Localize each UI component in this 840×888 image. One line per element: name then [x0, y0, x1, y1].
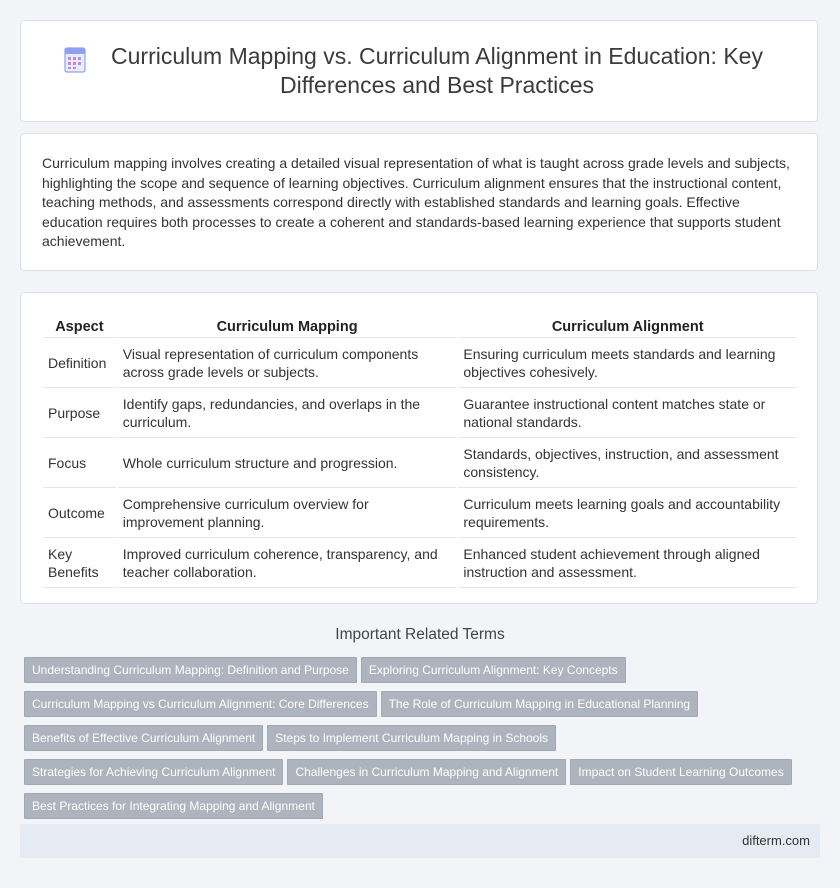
- row-aspect: Outcome: [43, 490, 116, 538]
- page-title: Curriculum Mapping vs. Curriculum Alignment in Education: Key Differences and Best Practices: [111, 43, 763, 98]
- row-alignment: Standards, objectives, instruction, and assessment consistency.: [458, 440, 797, 488]
- related-term-link[interactable]: Understanding Curriculum Mapping: Definition and Purpose: [24, 657, 357, 683]
- row-alignment: Curriculum meets learning goals and accountability requirements.: [458, 490, 797, 538]
- table-row: [43, 340, 797, 388]
- table-row: [43, 540, 797, 588]
- related-term-link[interactable]: Benefits of Effective Curriculum Alignment: [24, 725, 263, 751]
- intro-paragraph: Curriculum mapping involves creating a detailed visual representation of what is taught across grade levels and subjects, highlighting the scope and sequence of learning objectives. Curriculum alignment ensures that the instructional content, teaching methods, and assessments correspond directly with established standards and learning goals. Effective education requires both processes to create a coherent and standards-based learning experience that supports student achievement.: [42, 155, 790, 250]
- footer: [20, 824, 820, 858]
- related-term-link[interactable]: Best Practices for Integrating Mapping and Alignment: [24, 793, 323, 819]
- related-term-link[interactable]: Challenges in Curriculum Mapping and Alignment: [287, 759, 566, 785]
- row-mapping: Whole curriculum structure and progression.: [118, 440, 457, 488]
- footer-site-link[interactable]: difterm.com: [742, 833, 810, 848]
- related-term-link[interactable]: Steps to Implement Curriculum Mapping in Schools: [267, 725, 556, 751]
- related-term-link[interactable]: Curriculum Mapping vs Curriculum Alignment: Core Differences: [24, 691, 377, 717]
- comparison-table: [41, 313, 799, 590]
- related-term-link[interactable]: Impact on Student Learning Outcomes: [570, 759, 791, 785]
- row-aspect: Focus: [43, 440, 116, 488]
- table-row: [43, 440, 797, 488]
- row-aspect: Definition: [43, 340, 116, 388]
- row-alignment: Ensuring curriculum meets standards and learning objectives cohesively.: [458, 340, 797, 388]
- row-alignment: Enhanced student achievement through aligned instruction and assessment.: [458, 540, 797, 588]
- row-aspect: Purpose: [43, 390, 116, 438]
- title-card: [20, 20, 818, 122]
- related-term-link[interactable]: Strategies for Achieving Curriculum Alignment: [24, 759, 283, 785]
- row-aspect: Key Benefits: [43, 540, 116, 588]
- related-term-link[interactable]: Exploring Curriculum Alignment: Key Concepts: [361, 657, 626, 683]
- table-row: [43, 390, 797, 438]
- related-terms-heading: Important Related Terms: [335, 626, 505, 643]
- related-terms-list: [24, 657, 816, 827]
- header-alignment: Curriculum Alignment: [458, 315, 797, 338]
- row-mapping: Improved curriculum coherence, transparency, and teacher collaboration.: [118, 540, 457, 588]
- row-mapping: Identify gaps, redundancies, and overlaps in the curriculum.: [118, 390, 457, 438]
- row-alignment: Guarantee instructional content matches state or national standards.: [458, 390, 797, 438]
- document-grid-icon: [59, 45, 89, 75]
- table-header-row: [43, 315, 797, 338]
- row-mapping: Visual representation of curriculum components across grade levels or subjects.: [118, 340, 457, 388]
- header-mapping: Curriculum Mapping: [118, 315, 457, 338]
- table-row: [43, 490, 797, 538]
- related-term-link[interactable]: The Role of Curriculum Mapping in Educational Planning: [381, 691, 699, 717]
- header-aspect: Aspect: [43, 315, 116, 338]
- comparison-card: [20, 292, 818, 604]
- row-mapping: Comprehensive curriculum overview for improvement planning.: [118, 490, 457, 538]
- intro-card: [20, 133, 818, 271]
